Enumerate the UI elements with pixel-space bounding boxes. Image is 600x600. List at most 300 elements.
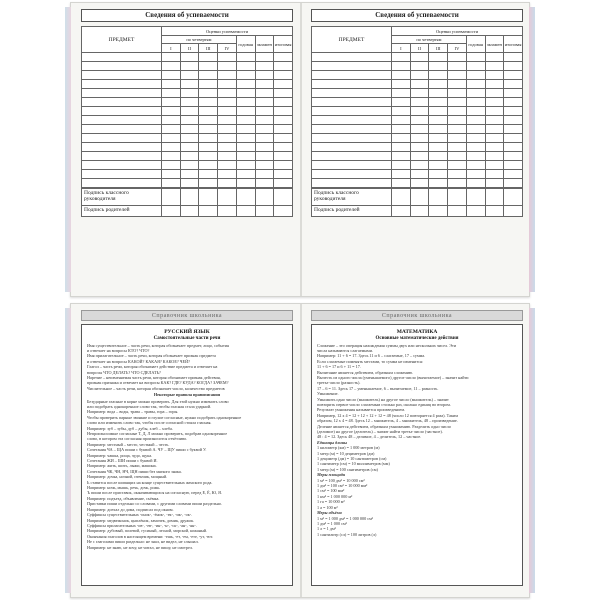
grade-cell[interactable] xyxy=(180,143,199,152)
grade-cell[interactable] xyxy=(236,134,255,143)
subject-cell[interactable] xyxy=(82,134,162,143)
grade-cell[interactable] xyxy=(466,80,485,89)
grade-cell[interactable] xyxy=(218,98,237,107)
grade-cell[interactable] xyxy=(180,161,199,170)
grade-cell[interactable] xyxy=(392,143,411,152)
teacher-signature-row[interactable] xyxy=(312,188,522,205)
grade-cell[interactable] xyxy=(218,170,237,179)
math-line: Умножить одно число (множитель) на другое число (множитель) – значит xyxy=(317,396,449,402)
grade-cell[interactable] xyxy=(274,89,293,98)
grade-cell[interactable] xyxy=(392,134,411,143)
subject-cell[interactable] xyxy=(82,62,162,71)
subject-cell[interactable] xyxy=(312,80,392,89)
grade-cell[interactable] xyxy=(410,170,429,179)
russian-title: РУССКИЙ ЯЗЫК xyxy=(164,329,210,335)
grade-cell[interactable] xyxy=(236,125,255,134)
grade-sheet-title: Сведения об успеваемости xyxy=(81,9,293,22)
grade-cell[interactable] xyxy=(274,98,293,107)
subject-cell[interactable] xyxy=(82,98,162,107)
subject-cell[interactable] xyxy=(312,98,392,107)
grade-cell[interactable] xyxy=(236,143,255,152)
russian-rule-line: Ъ пиши после приставок, оканчивающихся на согласную, перед Е, Ё, Ю, Я. xyxy=(87,490,223,496)
russian-rule-line: Например: жить, шить, лыжи, машина. xyxy=(87,463,157,469)
subject-cell[interactable] xyxy=(312,62,392,71)
subject-cell[interactable] xyxy=(312,89,392,98)
grade-cell[interactable] xyxy=(410,116,429,125)
grade-cell[interactable] xyxy=(448,134,467,143)
grade-cell[interactable] xyxy=(504,98,523,107)
quarter-4-header: IV xyxy=(218,44,237,53)
grade-cell[interactable] xyxy=(274,179,293,188)
grade-cell[interactable] xyxy=(448,80,467,89)
grade-cell[interactable] xyxy=(218,134,237,143)
grade-cell[interactable] xyxy=(448,161,467,170)
grade-cell[interactable] xyxy=(199,170,218,179)
grade-cell[interactable] xyxy=(218,89,237,98)
subject-row[interactable] xyxy=(312,116,523,125)
grade-cell[interactable] xyxy=(218,161,237,170)
grade-cell[interactable] xyxy=(255,179,274,188)
grade-cell[interactable] xyxy=(466,98,485,107)
grade-cell[interactable] xyxy=(448,143,467,152)
grade-cell[interactable] xyxy=(466,134,485,143)
grade-cell[interactable] xyxy=(485,62,504,71)
subject-row[interactable] xyxy=(82,80,293,89)
grade-cell[interactable] xyxy=(255,89,274,98)
grade-cell[interactable] xyxy=(162,134,181,143)
grade-cell[interactable] xyxy=(429,116,448,125)
grade-cell[interactable] xyxy=(485,71,504,80)
grade-cell[interactable] xyxy=(255,98,274,107)
grade-cell[interactable] xyxy=(410,134,429,143)
exam-header: экзамен xyxy=(485,36,504,53)
grade-cell[interactable] xyxy=(504,89,523,98)
subject-row[interactable] xyxy=(312,143,523,152)
grade-cell[interactable] xyxy=(504,62,523,71)
grade-cell[interactable] xyxy=(448,53,467,62)
grade-cell[interactable] xyxy=(255,161,274,170)
grade-cell[interactable] xyxy=(236,89,255,98)
grade-cell[interactable] xyxy=(429,170,448,179)
grade-cell[interactable] xyxy=(504,161,523,170)
grade-cell[interactable] xyxy=(485,107,504,116)
grade-cell[interactable] xyxy=(162,71,181,80)
grade-cell[interactable] xyxy=(162,161,181,170)
subject-cell[interactable] xyxy=(82,80,162,89)
grade-cell[interactable] xyxy=(236,152,255,161)
grade-cell[interactable] xyxy=(162,152,181,161)
grade-cell[interactable] xyxy=(466,170,485,179)
subject-row[interactable] xyxy=(312,80,523,89)
grade-cell[interactable] xyxy=(255,152,274,161)
subject-cell[interactable] xyxy=(312,116,392,125)
grade-cell[interactable] xyxy=(392,98,411,107)
grade-cell[interactable] xyxy=(485,125,504,134)
subject-row[interactable] xyxy=(82,107,293,116)
subject-row[interactable] xyxy=(312,62,523,71)
subject-row[interactable] xyxy=(82,170,293,179)
grade-cell[interactable] xyxy=(274,116,293,125)
subject-row[interactable] xyxy=(312,161,523,170)
grade-cell[interactable] xyxy=(218,62,237,71)
grade-cell[interactable] xyxy=(274,107,293,116)
grade-cell[interactable] xyxy=(410,62,429,71)
grade-cell[interactable] xyxy=(448,152,467,161)
grade-cell[interactable] xyxy=(199,179,218,188)
grade-cell[interactable] xyxy=(274,170,293,179)
subject-cell[interactable] xyxy=(82,71,162,80)
math-line: 48 : 4 = 12. Здесь 48 – делимое, 4 – делитель, 12 – частное. xyxy=(317,434,422,440)
grade-cell[interactable] xyxy=(162,53,181,62)
grade-cell[interactable] xyxy=(218,143,237,152)
math-line: Деление является действием, обратным умножению. Разделить одно число xyxy=(317,423,451,429)
reference-page-russian xyxy=(81,310,293,591)
grade-cell[interactable] xyxy=(199,80,218,89)
grade-cell[interactable] xyxy=(199,107,218,116)
grade-cell[interactable] xyxy=(274,143,293,152)
grade-cell[interactable] xyxy=(466,71,485,80)
subject-cell[interactable] xyxy=(82,53,162,62)
grade-cell[interactable] xyxy=(162,170,181,179)
grade-cell[interactable] xyxy=(218,71,237,80)
grade-cell[interactable] xyxy=(485,161,504,170)
subject-cell[interactable] xyxy=(312,152,392,161)
grade-cell[interactable] xyxy=(410,89,429,98)
grade-cell[interactable] xyxy=(180,98,199,107)
subject-row[interactable] xyxy=(312,107,523,116)
subject-row[interactable] xyxy=(82,53,293,62)
quarter-2-header: II xyxy=(180,44,199,53)
grade-cell[interactable] xyxy=(274,71,293,80)
grade-cell[interactable] xyxy=(485,170,504,179)
grade-cell[interactable] xyxy=(429,179,448,188)
subject-row[interactable] xyxy=(82,98,293,107)
grade-cell[interactable] xyxy=(429,98,448,107)
grade-cell[interactable] xyxy=(392,170,411,179)
grade-cell[interactable] xyxy=(504,107,523,116)
grade-cell[interactable] xyxy=(504,143,523,152)
grade-cell[interactable] xyxy=(448,116,467,125)
reference-page-math xyxy=(311,310,523,591)
grade-cell[interactable] xyxy=(180,89,199,98)
subject-row[interactable] xyxy=(312,170,523,179)
grade-cell[interactable] xyxy=(448,89,467,98)
grade-cell[interactable] xyxy=(485,98,504,107)
length-units-heading: Единицы длины xyxy=(317,439,347,445)
grade-cell[interactable] xyxy=(485,116,504,125)
grade-cell[interactable] xyxy=(162,80,181,89)
grade-cell[interactable] xyxy=(392,161,411,170)
subject-row[interactable] xyxy=(82,62,293,71)
grade-cell[interactable] xyxy=(236,71,255,80)
grade-cell[interactable] xyxy=(255,107,274,116)
subject-cell[interactable] xyxy=(82,116,162,125)
grade-cell[interactable] xyxy=(274,53,293,62)
grade-cell[interactable] xyxy=(392,179,411,188)
grade-cell[interactable] xyxy=(410,80,429,89)
grade-cell[interactable] xyxy=(392,80,411,89)
grade-cell[interactable] xyxy=(448,98,467,107)
grade-cell[interactable] xyxy=(180,80,199,89)
subject-row[interactable] xyxy=(312,98,523,107)
grade-cell[interactable] xyxy=(504,125,523,134)
grade-cell[interactable] xyxy=(429,161,448,170)
grade-cell[interactable] xyxy=(236,98,255,107)
grade-cell[interactable] xyxy=(162,116,181,125)
grade-cell[interactable] xyxy=(466,161,485,170)
russian-rule-line: Суффиксы прилагательных -ов-, -ев-, -ин-, -н-, -ск-, -ан-, -ян-. xyxy=(87,522,197,528)
grade-cell[interactable] xyxy=(504,152,523,161)
grade-cell[interactable] xyxy=(180,125,199,134)
grade-cell[interactable] xyxy=(162,89,181,98)
grade-cell[interactable] xyxy=(448,125,467,134)
grade-cell[interactable] xyxy=(218,179,237,188)
subject-cell[interactable] xyxy=(82,161,162,170)
grade-cell[interactable] xyxy=(180,152,199,161)
grade-cell[interactable] xyxy=(410,107,429,116)
grade-cell[interactable] xyxy=(162,62,181,71)
russian-rule-line: Не с глаголами пиши раздельно: не знал, не видел, не слышал. xyxy=(87,539,199,545)
subject-cell[interactable] xyxy=(312,161,392,170)
grade-cell[interactable] xyxy=(466,62,485,71)
grade-cell[interactable] xyxy=(255,80,274,89)
subject-cell[interactable] xyxy=(82,107,162,116)
grade-cell[interactable] xyxy=(410,98,429,107)
grade-cell[interactable] xyxy=(218,80,237,89)
russian-rule-line: Безударные гласные в корне можно проверить. Для этой нужно изменить слово xyxy=(87,398,229,404)
grade-cell[interactable] xyxy=(504,170,523,179)
subject-cell[interactable] xyxy=(312,71,392,80)
grade-cell[interactable] xyxy=(199,62,218,71)
grade-cell[interactable] xyxy=(255,53,274,62)
parent-signature-row[interactable] xyxy=(312,205,522,216)
grade-cell[interactable] xyxy=(485,134,504,143)
grade-cell[interactable] xyxy=(236,80,255,89)
subject-header: ПРЕДМЕТ xyxy=(82,27,162,53)
grade-cell[interactable] xyxy=(429,152,448,161)
grade-cell[interactable] xyxy=(392,125,411,134)
grade-cell[interactable] xyxy=(504,179,523,188)
grade-cell[interactable] xyxy=(392,116,411,125)
grade-cell[interactable] xyxy=(255,62,274,71)
subject-cell[interactable] xyxy=(312,143,392,152)
grade-cell[interactable] xyxy=(180,107,199,116)
grade-cell[interactable] xyxy=(410,152,429,161)
subject-cell[interactable] xyxy=(312,170,392,179)
grade-cell[interactable] xyxy=(199,89,218,98)
subject-cell[interactable] xyxy=(312,134,392,143)
grade-cell[interactable] xyxy=(218,125,237,134)
grade-cell[interactable] xyxy=(236,161,255,170)
subject-cell[interactable] xyxy=(312,125,392,134)
grade-cell[interactable] xyxy=(429,71,448,80)
grade-cell[interactable] xyxy=(199,71,218,80)
grade-cell[interactable] xyxy=(274,134,293,143)
grade-cell[interactable] xyxy=(236,53,255,62)
subject-row[interactable] xyxy=(82,161,293,170)
subject-row[interactable] xyxy=(312,152,523,161)
subject-cell[interactable] xyxy=(312,107,392,116)
length-unit-line: 1 сантиметр (см) = 10 миллиметров (мм) xyxy=(317,461,390,467)
grade-cell[interactable] xyxy=(504,53,523,62)
grade-cell[interactable] xyxy=(199,161,218,170)
grade-cell[interactable] xyxy=(392,107,411,116)
grade-cell[interactable] xyxy=(199,143,218,152)
grade-cell[interactable] xyxy=(255,143,274,152)
grade-cell[interactable] xyxy=(180,134,199,143)
grade-cell[interactable] xyxy=(162,179,181,188)
grade-cell[interactable] xyxy=(392,53,411,62)
grade-cell[interactable] xyxy=(485,179,504,188)
grade-cell[interactable] xyxy=(274,152,293,161)
grade-cell[interactable] xyxy=(392,62,411,71)
grade-cell[interactable] xyxy=(236,179,255,188)
grade-table xyxy=(311,26,523,188)
grade-cell[interactable] xyxy=(274,125,293,134)
grade-cell[interactable] xyxy=(410,125,429,134)
grade-cell[interactable] xyxy=(504,134,523,143)
grade-cell[interactable] xyxy=(255,134,274,143)
grade-cell[interactable] xyxy=(410,53,429,62)
parent-signature-row[interactable] xyxy=(82,205,292,216)
grade-cell[interactable] xyxy=(274,62,293,71)
subject-row[interactable] xyxy=(312,134,523,143)
grade-cell[interactable] xyxy=(236,116,255,125)
subject-row[interactable] xyxy=(82,89,293,98)
grade-cell[interactable] xyxy=(199,134,218,143)
subject-cell[interactable] xyxy=(82,170,162,179)
subject-cell[interactable] xyxy=(82,143,162,152)
grade-cell[interactable] xyxy=(218,152,237,161)
subject-row[interactable] xyxy=(82,152,293,161)
grade-cell[interactable] xyxy=(199,116,218,125)
grade-cell[interactable] xyxy=(274,161,293,170)
grade-cell[interactable] xyxy=(466,179,485,188)
grade-cell[interactable] xyxy=(274,80,293,89)
subject-row[interactable] xyxy=(82,116,293,125)
grade-cell[interactable] xyxy=(162,98,181,107)
grade-cell[interactable] xyxy=(485,80,504,89)
subject-row[interactable] xyxy=(312,89,523,98)
grade-cell[interactable] xyxy=(199,53,218,62)
grade-cell[interactable] xyxy=(448,107,467,116)
grade-cell[interactable] xyxy=(485,143,504,152)
grade-cell[interactable] xyxy=(180,170,199,179)
russian-rule-line: Например: ночь, мышь, речь, дочь, рожь. xyxy=(87,485,161,491)
grade-cell[interactable] xyxy=(466,116,485,125)
grade-cell[interactable] xyxy=(504,80,523,89)
grade-cell[interactable] xyxy=(180,179,199,188)
grade-cell[interactable] xyxy=(504,71,523,80)
grade-cell[interactable] xyxy=(180,53,199,62)
grade-cell[interactable] xyxy=(466,89,485,98)
subject-row[interactable] xyxy=(312,71,523,80)
grade-cell[interactable] xyxy=(236,107,255,116)
grade-cell[interactable] xyxy=(466,107,485,116)
grade-cell[interactable] xyxy=(429,89,448,98)
grade-cell[interactable] xyxy=(255,116,274,125)
russian-line: Глагол – часть речи, которая обозначает действие предмета и отвечает на xyxy=(87,364,218,370)
grade-cell[interactable] xyxy=(448,179,467,188)
subject-cell[interactable] xyxy=(312,53,392,62)
area-unit-line: 1 га = 10 000 м² xyxy=(317,499,345,505)
grade-cell[interactable] xyxy=(429,125,448,134)
grade-cell[interactable] xyxy=(180,116,199,125)
teacher-signature-label: Подпись классного руководителя xyxy=(312,189,392,205)
grade-cell[interactable] xyxy=(199,125,218,134)
grade-cell[interactable] xyxy=(410,71,429,80)
grade-cell[interactable] xyxy=(199,152,218,161)
subject-row[interactable] xyxy=(82,125,293,134)
grade-cell[interactable] xyxy=(218,116,237,125)
grade-cell[interactable] xyxy=(236,62,255,71)
grade-cell[interactable] xyxy=(429,53,448,62)
area-unit-line: 1 м² = 100 дм² = 10 000 см² xyxy=(317,477,365,483)
grade-sheet-right xyxy=(311,9,523,290)
grade-cell[interactable] xyxy=(180,62,199,71)
subject-row[interactable] xyxy=(312,53,523,62)
grade-cell[interactable] xyxy=(255,125,274,134)
grade-cell[interactable] xyxy=(448,71,467,80)
grade-cell[interactable] xyxy=(218,53,237,62)
grade-cell[interactable] xyxy=(199,98,218,107)
subject-row[interactable] xyxy=(82,143,293,152)
subject-row[interactable] xyxy=(82,71,293,80)
subject-row[interactable] xyxy=(82,179,293,188)
grade-cell[interactable] xyxy=(485,152,504,161)
grade-cell[interactable] xyxy=(410,161,429,170)
grade-cell[interactable] xyxy=(162,143,181,152)
subject-cell[interactable] xyxy=(82,152,162,161)
subject-row[interactable] xyxy=(82,134,293,143)
grade-cell[interactable] xyxy=(448,170,467,179)
grade-cell[interactable] xyxy=(236,170,255,179)
grade-cell[interactable] xyxy=(410,143,429,152)
grade-cell[interactable] xyxy=(218,107,237,116)
grade-cell[interactable] xyxy=(392,71,411,80)
grade-cell[interactable] xyxy=(466,152,485,161)
grade-cell[interactable] xyxy=(448,62,467,71)
grade-cell[interactable] xyxy=(429,143,448,152)
grade-cell[interactable] xyxy=(180,71,199,80)
subject-cell[interactable] xyxy=(82,125,162,134)
grade-cell[interactable] xyxy=(485,89,504,98)
grade-cell[interactable] xyxy=(255,170,274,179)
grade-cell[interactable] xyxy=(162,107,181,116)
grade-cell[interactable] xyxy=(255,71,274,80)
subject-cell[interactable] xyxy=(312,179,392,188)
subject-row[interactable] xyxy=(312,125,523,134)
grade-cell[interactable] xyxy=(466,143,485,152)
subject-cell[interactable] xyxy=(82,89,162,98)
math-line: Умножение. xyxy=(317,391,339,397)
grade-cell[interactable] xyxy=(466,53,485,62)
teacher-signature-row[interactable] xyxy=(82,188,292,205)
grade-cell[interactable] xyxy=(466,125,485,134)
subject-cell[interactable] xyxy=(82,179,162,188)
grade-cell[interactable] xyxy=(392,89,411,98)
grade-cell[interactable] xyxy=(429,80,448,89)
grade-cell[interactable] xyxy=(410,179,429,188)
subject-row[interactable] xyxy=(312,179,523,188)
grade-cell[interactable] xyxy=(162,125,181,134)
grade-cell[interactable] xyxy=(429,134,448,143)
grade-cell[interactable] xyxy=(392,152,411,161)
grade-cell[interactable] xyxy=(429,62,448,71)
grade-cell[interactable] xyxy=(429,107,448,116)
grade-cell[interactable] xyxy=(485,53,504,62)
grade-cell[interactable] xyxy=(504,116,523,125)
